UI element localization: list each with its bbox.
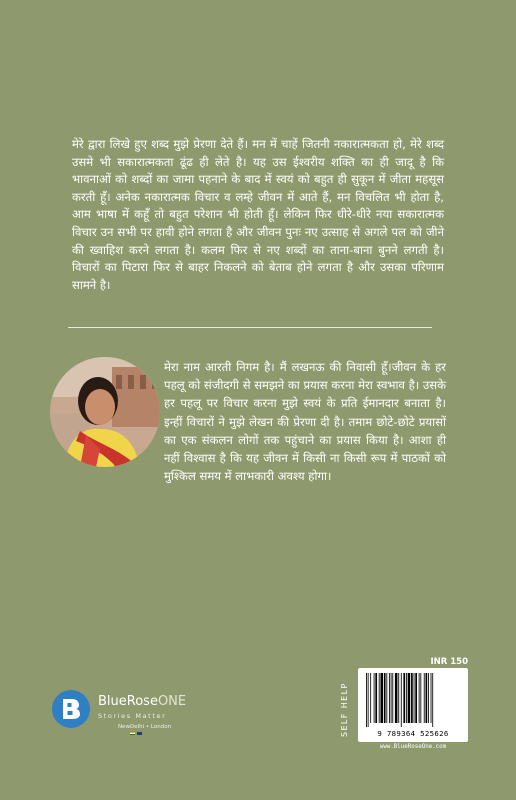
bluerose-logo-icon (52, 690, 90, 728)
author-photo (50, 357, 160, 467)
publisher-cities: NewDelhi • London (118, 724, 172, 730)
price-label: INR 150 (430, 657, 468, 667)
flags-icon (130, 732, 142, 735)
brand-one: ONE (157, 694, 187, 709)
brand-bluerose: BlueRose (98, 694, 158, 709)
section-divider (68, 327, 432, 328)
publisher-brand (98, 694, 186, 709)
blurb-paragraph: मेरे द्वारा लिखे हुए शब्द मुझे प्रेरणा देते हैं। मन में चाहें जितनी नकारात्मकता हो, मेरे शब्द उसमे भी सकारात्मकता ढूंढ ही लेते है। यह उस ईश्वरीय शक्ति का ही जादू है कि भावनाओं को शब्दों का जामा पहनाने के बाद में स्वयं को बहुत ही सुकून में जीता महसूस करती हूँ। अनेक नकारात्मक विचार व लम्हे जीवन में आते हैं, मन विचलित भी होता है, आम भाषा में कहूँ तो बहुत परेशान भी होती हूँ। लेकिन फिर धीरे-धीरे नया सकारात्मक विचार उन सभी पर हावी होने लगता है और जीवन पुनः नए उत्साह से अगले पल को जीने की ख्वाहिश करने लगता है। कलम फिर से नए शब्दों का ताना-बाना बुनने लगती है। विचारों का पिटारा फिर से बाहर निकलने को बेताब होने लगता है और उसका परिणाम सामने है। (72, 137, 444, 292)
back-cover-blurb (72, 136, 444, 294)
publisher-tagline: Stories Matter (98, 712, 167, 720)
barcode-bars (366, 673, 460, 727)
author-bio-text: मेरा नाम आरती निगम है। मैं लखनऊ की निवासी हूँ।जीवन के हर पहलू को संजीदगी से समझने का प्रयास करना मेरा स्वभाव है। उसके हर पहलू पर विचार करना मुझे स्वयं के प्रति ईमानदार बनाता है। इन्हीं विचारों ने मुझे लेखन की प्रेरणा दी है। तमाम छोटे-छोटे प्रयासों का एक संकलन लोगों तक पहुंचाने का प्रयास किया है। आशा ही नहीं विश्वास है कि यह जीवन में किसी ना किसी रूप में पाठकों को मुश्किल समय में लाभकारी अवश्य होगा। (164, 360, 447, 484)
isbn-barcode (358, 668, 468, 742)
isbn-number: 9 789364 525626 (377, 729, 449, 738)
publisher-logo (52, 690, 222, 750)
author-bio (164, 358, 446, 485)
publisher-website: www.BlueRoseOne.com (379, 744, 447, 750)
genre-label: SELF HELP (340, 682, 349, 738)
